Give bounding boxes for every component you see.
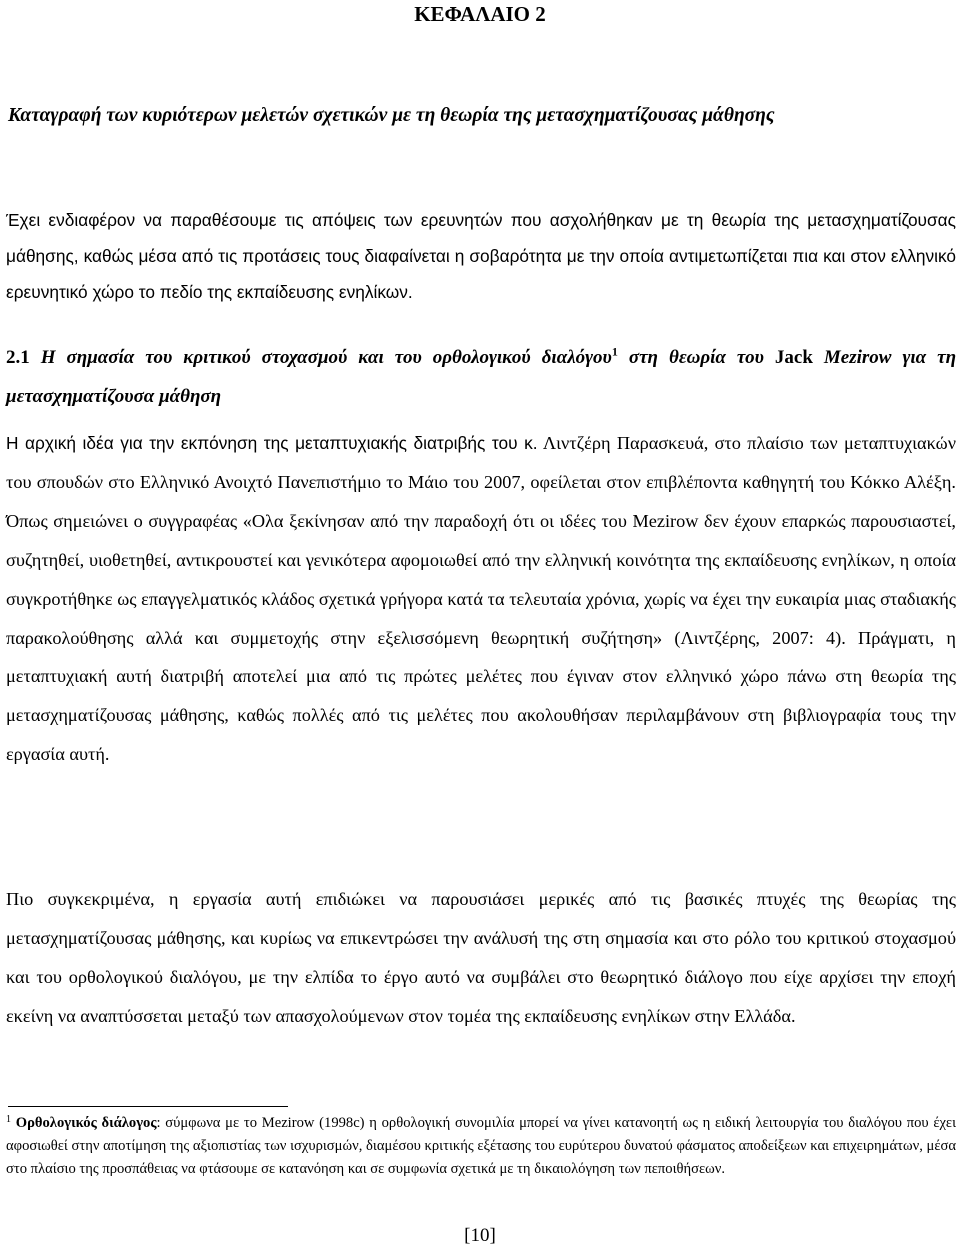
- paragraph-1-text: Λιντζέρη Παρασκευά, στο πλαίσιο των μεταπτυχιακών του σπουδών στο Ελληνικό Ανοιχτό Πανεπιστήμιο το Μάιο του 2007, οφείλεται στον επιβλέποντα καθηγητή του Κόκκο Αλέξη. Όπως σημειώνει ο συγγραφέας «Ολα ξεκίνησαν από την παραδοχή ότι οι ιδέες του Mezirow δεν έχουν επαρκώς παρουσιαστεί, συζητηθεί, υιοθετηθεί, αντικρουστεί και γενικότερα αφομοιωθεί από την ελληνική κοινότητα της εκπαίδευσης ενηλίκων, η οποία συγκροτήθηκε ως επαγγελματικός κλάδος σχετικά γρήγορα κατά τα τελευταία χρόνια, χωρίς να έχει την ευκαιρία μιας σταδιακής παρακολούθησης αλλά και συμμετοχής στην εξελισσόμενη θεωρητική συζήτηση» (Λιντζέρης, 2007: 4). Πράγματι, η μεταπτυχιακή αυτή διατριβή αποτελεί μια από τις πρώτες μελέτες που έγιναν στον ελληνικό χώρο πάνω στη θεωρία της μετασχηματίζουσας μάθησης, καθώς πολλές από τις μελέτες που ακολουθήσαν περιλαμβάνουν στη βιβλιογραφία τους την εργασία αυτή.: [6, 433, 956, 765]
- section-number: 2.1: [6, 347, 30, 368]
- footnote-term: Ορθολογικός διάλογος: [15, 1115, 157, 1131]
- section-title-jack: Jack: [774, 347, 813, 368]
- section-title-part2: στη θεωρία του: [628, 347, 764, 368]
- paragraph-1-lead: Η αρχική ιδέα για την εκπόνηση της μεταπτυχιακής διατριβής του κ.: [6, 433, 538, 453]
- chapter-subtitle: Καταγραφή των κυριότερων μελετών σχετικών με τη θεωρία της μετασχηματίζουσας μάθησης: [8, 105, 775, 126]
- footnote-marker: 1: [6, 1114, 11, 1125]
- body-paragraph-2: Πιο συγκεκριμένα, η εργασία αυτή επιδιώκει να παρουσιάσει μερικές από τις βασικές πτυχές της θεωρίας της μετασχηματίζουσας μάθησης, και κυρίως να επικεντρώσει την ανάλυσή της στη σημασία και στο ρόλο του κριτικού στοχασμού και του ορθολογικού διαλόγου, με την ελπίδα το έργο αυτό να συμβάλει στο θεωρητικό διάλογο που είχε αρχίσει την εποχή εκείνη να αναπτύσσεται μεταξύ των απασχολούμενων στον τομέα της εκπαίδευσης ενηλίκων στην Ελλάδα.: [6, 889, 956, 1026]
- section-title-part1: Η σημασία του κριτικού στοχασμού και του ορθολογικού διαλόγου: [40, 347, 612, 368]
- intro-paragraph: Έχει ενδιαφέρον να παραθέσουμε τις απόψεις των ερευνητών που ασχολήθηκαν με τη θεωρία της μετασχηματίζουσας μάθησης, καθώς μέσα από τις προτάσεις τους διαφαίνεται η σοβαρότητα με την οποία αντιμετωπίζεται πια και στον ελληνικό ερευνητικό χώρο το πεδίο της εκπαίδευσης ενηλίκων.: [6, 210, 956, 302]
- footnote: [6, 1112, 956, 1181]
- footnote-text: : σύμφωνα με το Mezirow (1998c) η ορθολογική συνομιλία μπορεί να γίνει κατανοητή ως η ειδική λειτουργία του διαλόγου που έχει αφοσιωθεί στην αποτίμηση της αξιοπιστίας των ισχυρισμών, διαμέσου κριτικής εξέτασης του ευρύτερου δυνατού φάσματος αποδείξεων και επιχειρημάτων, μέσα στο πλαίσιο της προσπάθειας να φτάσουμε σε κατανόηση και σε συμφωνία σχετικά με τη δικαιολόγηση των πεποιθήσεων.: [6, 1115, 956, 1177]
- chapter-title: ΚΕΦΑΛΑΙΟ 2: [414, 2, 546, 26]
- section-title-part3: Mezirow για τη μετασχηματίζουσα μάθηση: [6, 347, 957, 407]
- footnote-separator: [8, 1106, 288, 1107]
- section-heading: [6, 338, 956, 416]
- footnote-reference: 1: [611, 344, 618, 359]
- body-paragraph-1: [6, 424, 956, 774]
- page-number: [10]: [464, 1225, 496, 1246]
